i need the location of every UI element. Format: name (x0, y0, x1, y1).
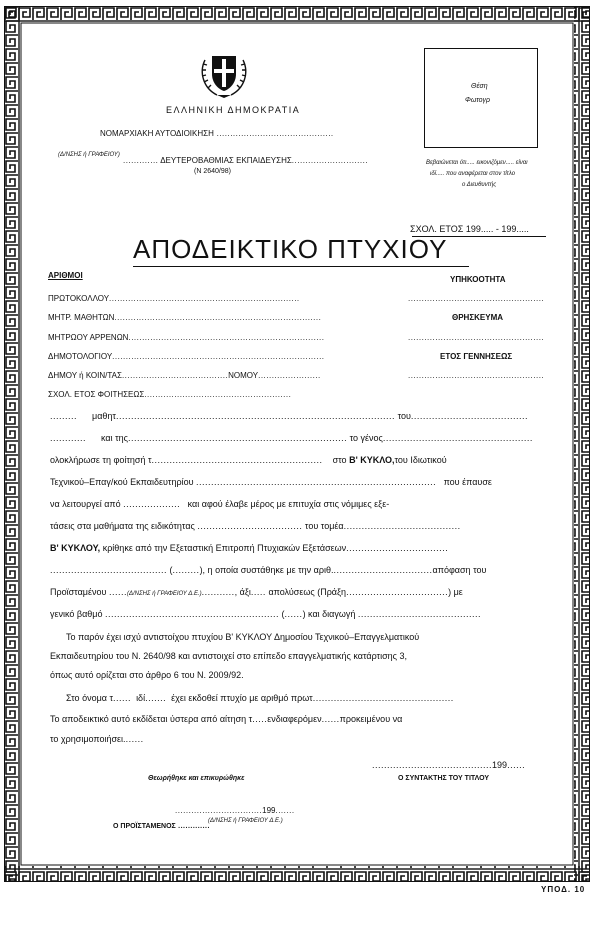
head-label: Προϊσταμένου (50, 587, 107, 597)
specialty-label: τάσεις στα μαθήματα της ειδικότητας (50, 521, 195, 531)
municipality-field (48, 371, 321, 380)
municipal-register-label: ΔΗΜΟΤΟΛΟΓΙΟΥ (48, 352, 113, 361)
law-note: (Ν 2640/98) (194, 168, 231, 175)
in-order-label: προκειμένου να (339, 714, 403, 724)
study-year-field (48, 390, 291, 399)
validity-line-1: Το παρόν έχει ισχύ αντιστοίχου πτυχίου Β' ΚΥΚΛΟΥ Δημοσίου Τεχνικού–Επαγγελματικού (66, 632, 420, 642)
school-type-label: Τεχνικού–Επαγ/κού Εκπαιδευτηρίου (50, 477, 194, 487)
established-label: ), η οποία συστάθηκε με την αριθ. (199, 565, 334, 575)
birth-year-label: ΕΤΟΣ ΓΕΝΝΗΣΕΩΣ (440, 352, 513, 361)
document-title: ΑΠΟΔΕΙΚΤΙΚΟ ΠΤΥΧΙΟΥ (133, 234, 448, 264)
exam-participation-label: και αφού έλαβε μέρος με επιτυχία στις νόμιμες εξε- (187, 499, 390, 509)
students-register-field (48, 313, 321, 322)
male-register-dots: ........................................................................ (128, 333, 325, 342)
private-label: του Ιδιωτικού (394, 455, 447, 465)
request-label: Το αποδεικτικό αυτό εκδίδεται ύστερα από αίτηση τ (50, 714, 253, 724)
republic-heading: ΕΛΛΗΝΙΚΗ ΔΗΜΟΚΡΑΤΙΑ (166, 105, 301, 115)
numbers-heading: ΑΡΙΘΜΟΙ (48, 271, 83, 280)
student-label: μαθητ (92, 411, 116, 421)
body-line-8: ....................................... (.........), η οποία συστάθηκε με την αριθ..................................απόφαση του (50, 565, 487, 575)
title-underline (133, 266, 469, 267)
religion-dots: .................................................. (408, 333, 545, 342)
citizenship-label: ΥΠΗΚΟΟΤΗΤΑ (450, 275, 506, 284)
prefecture-dots: ........................................... (213, 129, 334, 138)
body-line-1: ......... μαθητ............................................................................................. του....................................... (50, 411, 528, 421)
interested-label: ενδιαφερόμεν (267, 714, 322, 724)
grade-label: γενικό βαθμό (50, 609, 103, 619)
author-title: Ο ΣΥΝΤΑΚΤΗΣ ΤΟΥ ΤΙΤΛΟΥ (398, 775, 490, 782)
body-line-6: τάσεις στα μαθήματα της ειδικότητας ................................... του τομέα....................................... (50, 521, 461, 531)
protocol-dots: ...................................................................... (109, 294, 300, 303)
paren-open: ( (169, 565, 173, 575)
decision-label: απόφαση του (432, 565, 487, 575)
signature-date-year: 199 (492, 760, 508, 770)
signature-date-line: ........................................199...... (372, 760, 526, 770)
municipality-label: ΔΗΜΟΥ ή ΚΟΙΝ/ΤΑΣ (48, 371, 122, 380)
checked-label: Θεωρήθηκε και επικυρώθηκε (148, 775, 245, 782)
paren-open-2: ( (281, 609, 285, 619)
male-register-field (48, 333, 325, 342)
ceased-label: που έπαυσε (443, 477, 492, 487)
dismissal-label: απολύσεως (Πράξη (268, 587, 347, 597)
committee-label: κρίθηκε από την Εξεταστική Επιτροπή Πτυχιακών Εξετάσεων (102, 543, 347, 553)
prefecture-field-dots: ....................... (258, 371, 321, 380)
students-register-dots: ............................................................................ (114, 313, 322, 322)
at-label: στο (332, 455, 347, 465)
issued-label: έχει εκδοθεί πτυχίο με αριθμό πρωτ (171, 693, 313, 703)
in-name-label: Στο όνομα τ (66, 693, 114, 703)
checked-date-line: ................................199....... (175, 806, 295, 815)
prefecture-label (100, 129, 334, 138)
body-line-5: να λειτουργεί από ................... και αφού έλαβε μέρος με επιτυχία στις νόμιμες εξε- (50, 499, 390, 509)
sector-label: του τομέα (304, 521, 344, 531)
issued-line: Στο όνομα τ...... ιδί....... έχει εκδοθεί πτυχίο με αριθμό πρωτ............................................... (66, 693, 454, 703)
photo-placeholder-box (424, 48, 538, 148)
school-year: ΣΧΟΛ. ΕΤΟΣ 199..... - 199..... (410, 224, 529, 234)
with-label: ) με (448, 587, 463, 597)
photo-line-1: Θέση (471, 83, 488, 90)
validity-line-2: Εκπαιδευτηρίου του Ν. 2640/98 και αντιστοιχεί στο επίπεδο επαγγελματικής κατάρτισης 3, (50, 651, 408, 661)
head-note: (Δ/ΝΣΗΣ ή ΓΡΑΦΕΙΟΥ Δ.Ε.) (208, 818, 283, 824)
secondary-dots: ............. (123, 156, 159, 165)
male-register-label: ΜΗΤΡΩΟΥ ΑΡΡΕΝΩΝ (48, 333, 129, 342)
request-line: Το αποδεικτικό αυτό εκδίδεται ύστερα από αίτηση τ.....ενδιαφερόμεν......προκειμένου να (50, 714, 403, 724)
photo-cert-signer: ο Διευθυντής (462, 182, 497, 188)
birth-year-dots: .................................................. (408, 371, 545, 380)
municipal-register-field (48, 352, 325, 361)
municipality-dots: ....................................... (121, 371, 229, 380)
prefecture-field-label: ΝΟΜΟΥ (228, 371, 259, 380)
validity-line-3: όπως αυτό ορίζεται στο άρθρο 6 του Ν. 2009/92. (50, 670, 244, 680)
father-label: του (397, 411, 411, 421)
body-line-10: γενικό βαθμό .......................................................... (......) και διαγωγή ......................................... (50, 609, 481, 619)
form-code: ΥΠΟΔ. 10 (541, 885, 586, 894)
directorate-note-2: (Δ/ΝΣΗΣ ή ΓΡΑΦΕΙΟΥ Δ.Ε.) (126, 591, 202, 597)
photo-cert-line-1: Βεβαιώνεται ότι..... εικονιζόμεν..... είναι (426, 160, 528, 166)
secondary-dots-2: ............................ (291, 156, 369, 165)
religion-label: ΘΡΗΣΚΕΥΜΑ (452, 313, 504, 322)
body-line-9: Προϊσταμένου ......(Δ/ΝΣΗΣ ή ΓΡΑΦΕΙΟΥ Δ.Ε.)..........., άξι..... απολύσεως (Πράξη..................................) με (50, 587, 463, 597)
operating-label: να λειτουργεί από (50, 499, 121, 509)
study-year-label: ΣΧΟΛ. ΕΤΟΣ ΦΟΙΤΗΣΕΩΣ (48, 390, 145, 399)
maiden-name-label: το γένος (349, 433, 383, 443)
use-label: το χρησιμοποιήσει. (50, 734, 126, 744)
body-line-7: Β' ΚΥΚΛΟΥ, κρίθηκε από την Εξεταστική Επιτροπή Πτυχιακών Εξετάσεων.................................. (50, 543, 449, 553)
same-label: ιδί (136, 693, 146, 703)
worthy-label: , άξι (234, 587, 251, 597)
conduct-label: ) και διαγωγή (302, 609, 356, 619)
body-line-2: ............ και της......................................................................... το γένος.................................................. (50, 433, 533, 443)
coat-of-arms-icon (197, 50, 251, 100)
body-line-4: Τεχνικού–Επαγ/κού Εκπαιδευτηρίου ................................................................................ που έπαυσε (50, 477, 492, 487)
protocol-label: ΠΡΩΤΟΚΟΛΛΟΥ (48, 294, 110, 303)
cycle-b-label-2: Β' ΚΥΚΛΟΥ, (50, 543, 101, 553)
municipal-register-dots: .............................................................................. (112, 352, 325, 361)
secondary-education-label (123, 156, 368, 165)
use-line: το χρησιμοποιήσει....... (50, 734, 144, 744)
students-register-label: ΜΗΤΡ. ΜΑΘΗΤΩΝ (48, 313, 115, 322)
study-year-dots: ...................................................... (144, 390, 292, 399)
secondary-text: ΔΕΥΤΕΡΟΒΑΘΜΙΑΣ ΕΚΠΑΙΔΕΥΣΗΣ (160, 156, 292, 165)
mother-label: και της (101, 433, 129, 443)
citizenship-dots: .................................................. (408, 294, 545, 303)
photo-cert-line-2: ιδί..... που αναφέρεται στον τίτλο (430, 171, 516, 177)
head-title: Ο ΠΡΟΪΣΤΑΜΕΝΟΣ ............. (113, 823, 210, 830)
directorate-note: (Δ/ΝΣΗΣ ή ΓΡΑΦΕΙΟΥ) (58, 152, 120, 158)
photo-line-2: Φωτογρ (465, 97, 490, 104)
completed-label: ολοκλήρωσε τη φοίτησή τ (50, 455, 152, 465)
prefecture-text: ΝΟΜΑΡΧΙΑΚΗ ΑΥΤΟΔΙΟΙΚΗΣΗ (100, 129, 214, 138)
body-line-3: ολοκλήρωσε τη φοίτησή τ......................................................... στο Β' ΚΥΚΛΟ,του Ιδιωτικού (50, 455, 447, 465)
checked-year: 199 (262, 806, 276, 815)
head-title-text: Ο ΠΡΟΪΣΤΑΜΕΝΟΣ (113, 823, 176, 830)
cycle-b-label: Β' ΚΥΚΛΟ, (349, 455, 395, 465)
protocol-field (48, 294, 300, 303)
